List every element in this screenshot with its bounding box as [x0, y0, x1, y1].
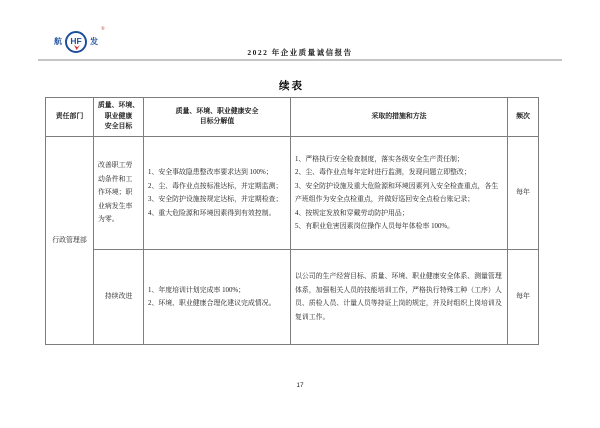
column-header-goal: 质量、环境、 职业健康 安全目标 — [94, 98, 144, 137]
column-header-goal-breakdown: 质量、环境、职业健康安全 目标分解值 — [144, 98, 291, 137]
table-header-row — [46, 98, 539, 137]
registered-trademark-icon: ® — [101, 27, 105, 32]
objectives-table — [45, 97, 539, 345]
header-divider — [38, 59, 562, 61]
column-header-department: 责任部门 — [46, 98, 94, 137]
table-row — [46, 250, 539, 345]
cell-frequency: 每年 — [508, 137, 539, 250]
column-header-measures: 采取的措施和方法 — [291, 98, 508, 137]
document-header-title: 2022 年企业质量诚信报告 — [247, 48, 353, 57]
logo-left-character: 航 — [54, 37, 62, 46]
cell-goal-breakdown: 1、安全事故隐患整改率要求达到 100%； 2、尘、毒作业点按标准达标，并定期监测； 3、安全防护设施按规定达标，并定期检查； 4、重大危险源和环境因素得到有效控制。 — [144, 137, 291, 250]
page-number: 17 — [296, 382, 304, 389]
cell-goal: 改善职工劳动条件和工作环境；职业病发生率为零。 — [94, 137, 144, 250]
column-header-frequency: 频次 — [508, 98, 539, 137]
logo-monogram: HF — [70, 36, 82, 46]
table-title: 续表 — [279, 81, 304, 92]
cell-goal: 持续改进 — [94, 250, 144, 345]
table-row — [46, 137, 539, 250]
logo-right-character: 发 — [90, 37, 98, 46]
cell-frequency: 每年 — [508, 250, 539, 345]
cell-goal-breakdown: 1、年度培训计划完成率 100%； 2、环境、职业健康合理化建议完成情况。 — [144, 250, 291, 345]
cell-department: 行政管理部 — [46, 137, 94, 345]
cell-measures: 以公司的生产经营目标、质量、环境、职业健康安全体系、测量管理体系，加强相关人员的技能培训工作，严格执行特殊工种（工序）人员、质检人员、计量人员等持证上岗的规定，并及时组织上岗培训及复训工作。 — [291, 250, 508, 345]
cell-measures: 1、严格执行安全检查制度，落实各级安全生产责任制； 2、尘、毒作业点每年定时进行监测，发现问题立即整改； 3、安全防护设施及重大危险源和环境因素列入安全检查重点，各生产班组作为安全点检重点，并做好巡回安全点检台账记录； 4、按规定发放和穿戴劳动防护用品； 5、有职业危害因素岗位操作人员每年体检率 100%。 — [291, 137, 508, 250]
